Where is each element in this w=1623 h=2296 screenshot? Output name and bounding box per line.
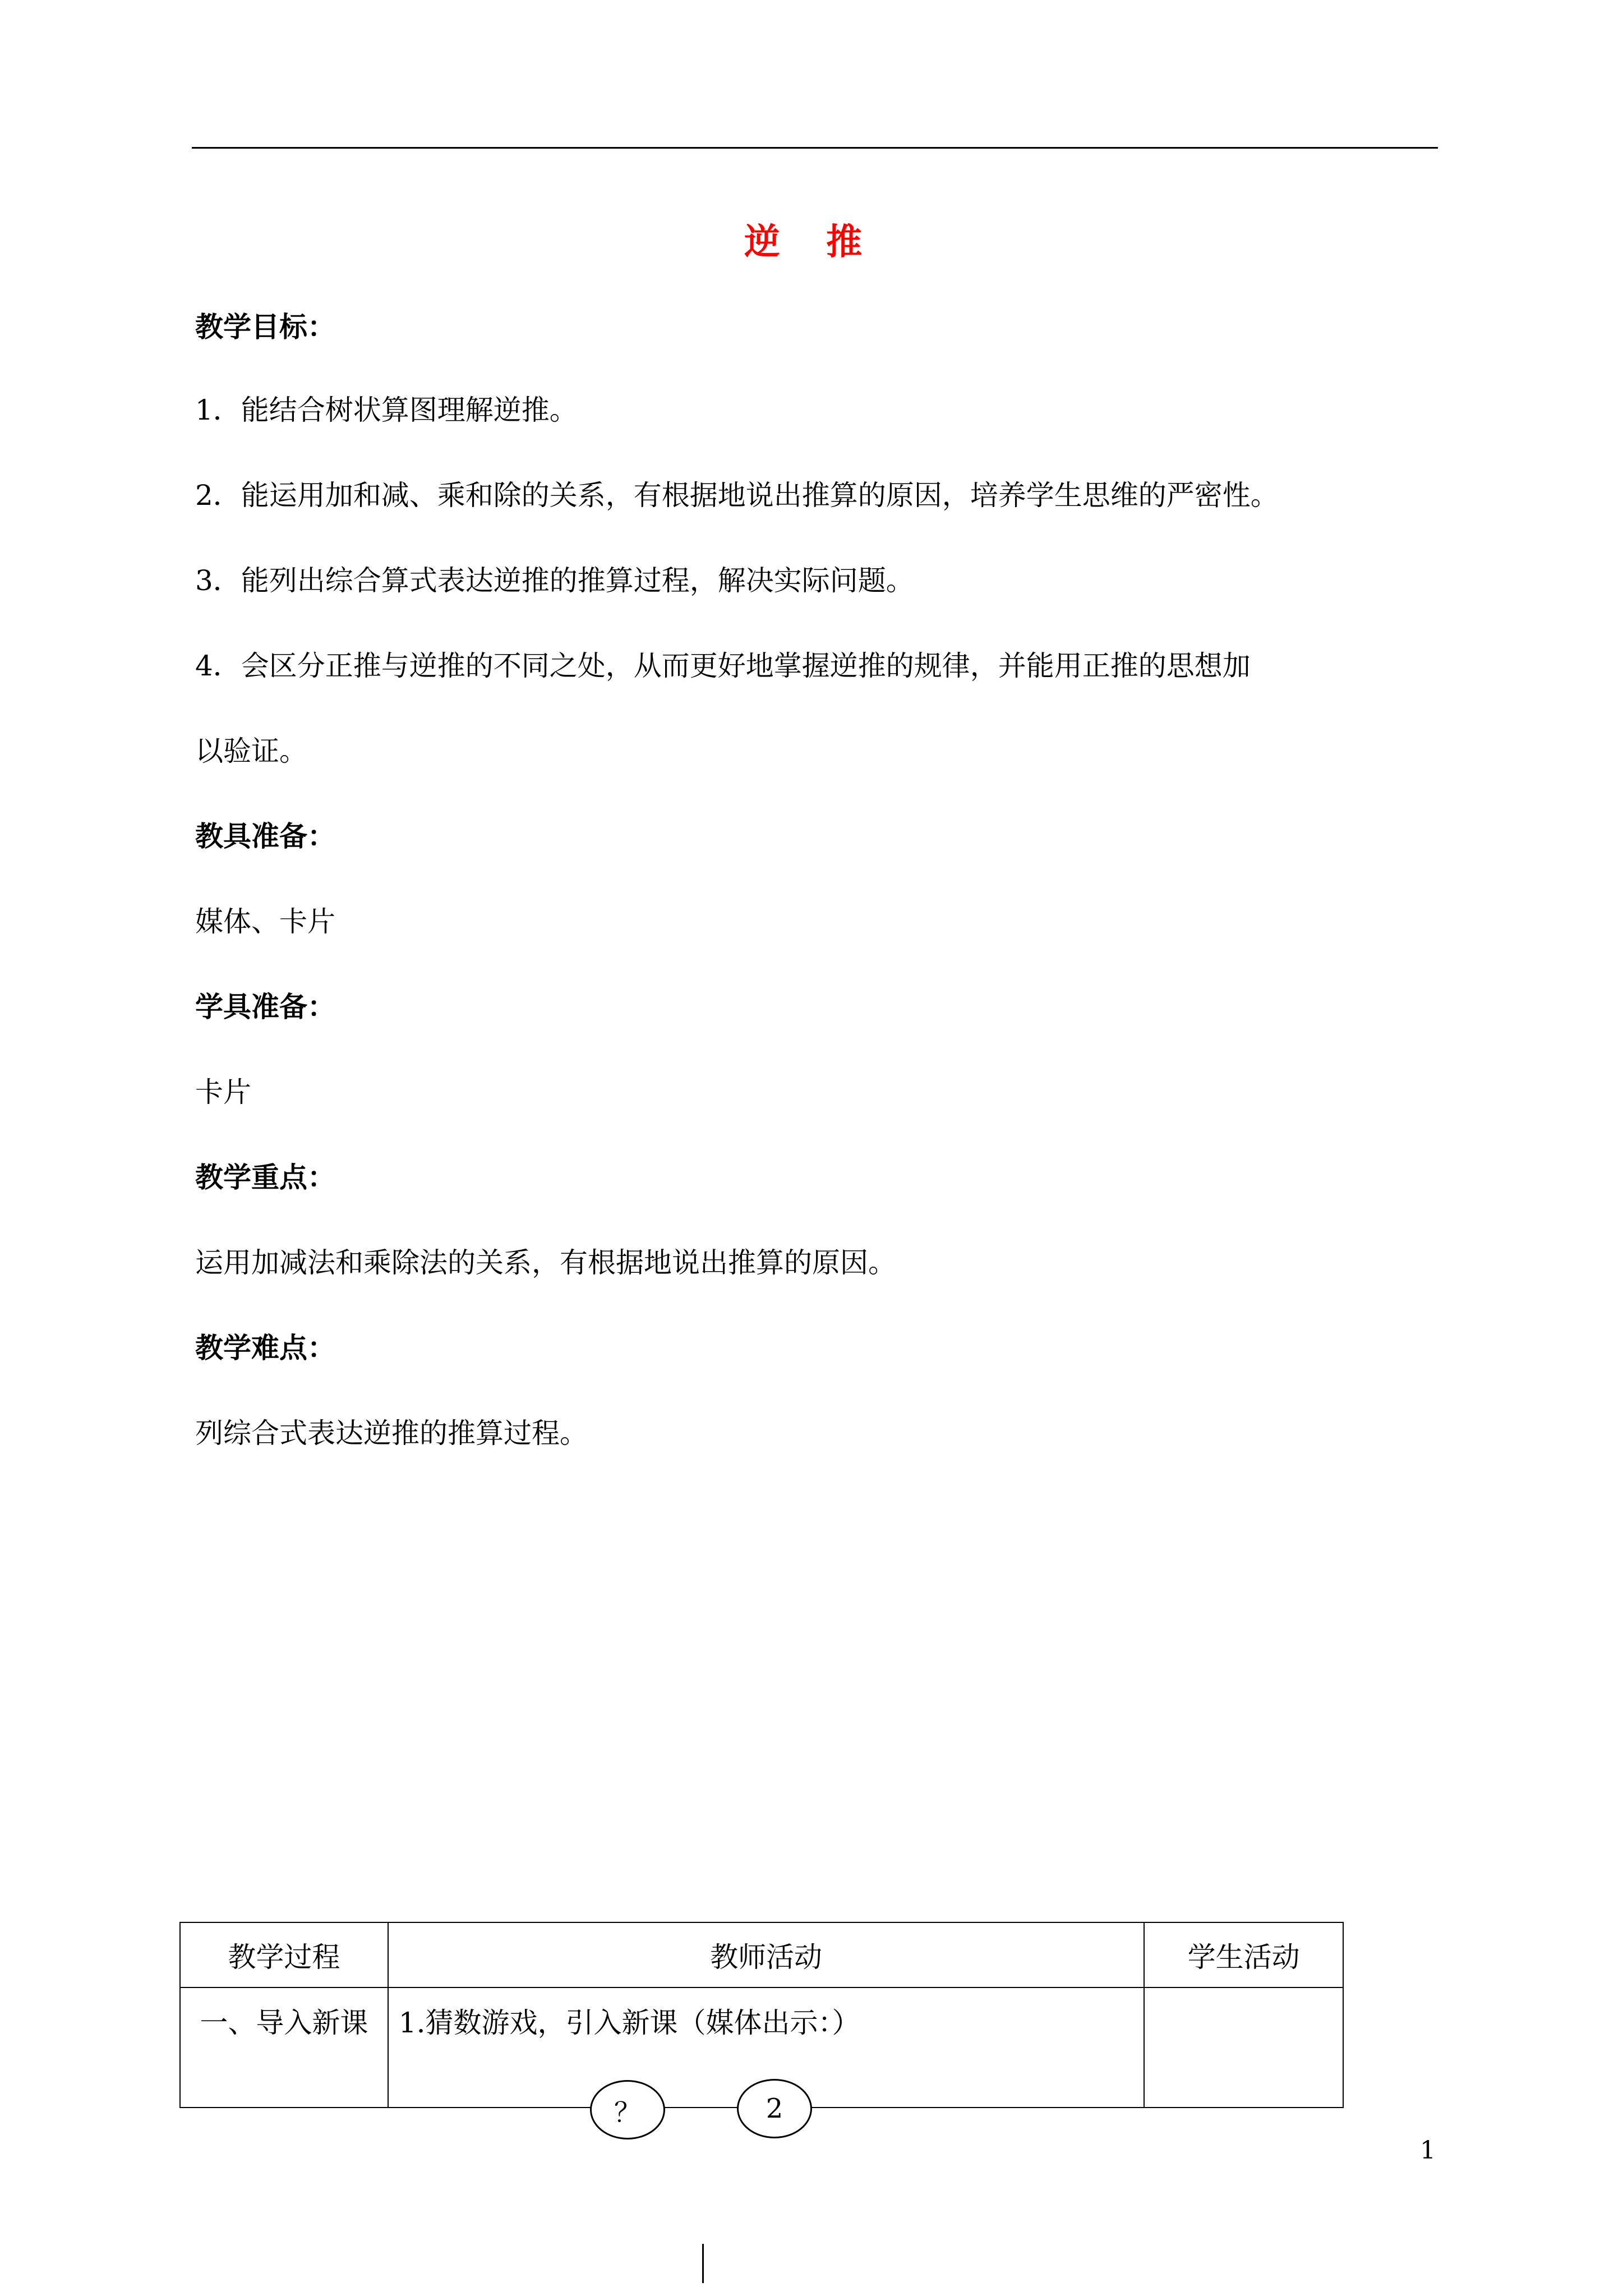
teaching-aids-content: 媒体、卡片: [195, 905, 335, 938]
header-rule: [192, 147, 1438, 149]
header-process: 教学过程: [180, 1922, 388, 1987]
objective-item-2: 2．能运用加和减、乘和除的关系，有根据地说出推算的原因，培养学生思维的严密性。: [195, 479, 1279, 512]
objectives-heading: 教学目标：: [195, 310, 335, 343]
page-title: 逆 推: [744, 221, 879, 263]
key-points-heading: 教学重点：: [195, 1161, 335, 1194]
number-circle: 2: [737, 2079, 812, 2138]
cell-teacher-text: 1.猜数游戏，引入新课（媒体出示：）: [398, 2007, 860, 2039]
objective-item-4: 4．会区分正推与逆推的不同之处，从而更好地掌握逆推的规律，并能用正推的思想加: [195, 650, 1251, 682]
key-points-content: 运用加减法和乘除法的关系，有根据地说出推算的原因。: [195, 1246, 896, 1279]
cell-student: [1144, 1987, 1343, 2108]
difficulties-heading: 教学难点：: [195, 1331, 335, 1364]
page-number: 1: [1420, 2136, 1436, 2165]
objective-item-3: 3．能列出综合算式表达逆推的推算过程，解决实际问题。: [195, 564, 914, 597]
objective-item-4-continued: 以验证。: [195, 735, 307, 767]
table-header-row: [180, 1922, 1343, 1987]
teaching-aids-heading: 教具准备：: [195, 820, 335, 853]
cell-process-text: 一、导入新课: [200, 2007, 368, 2039]
cell-process: [180, 1987, 388, 2108]
header-teacher-activity: 教师活动: [388, 1922, 1145, 1987]
objective-item-1: 1．能结合树状算图理解逆推。: [195, 394, 578, 426]
unknown-number-circle: ？: [590, 2080, 665, 2139]
bottom-connector-line: [702, 2244, 704, 2283]
student-aids-heading: 学具准备：: [195, 990, 335, 1023]
student-aids-content: 卡片: [195, 1076, 251, 1108]
difficulties-content: 列综合式表达逆推的推算过程。: [195, 1417, 588, 1450]
header-student-activity: 学生活动: [1144, 1922, 1343, 1987]
